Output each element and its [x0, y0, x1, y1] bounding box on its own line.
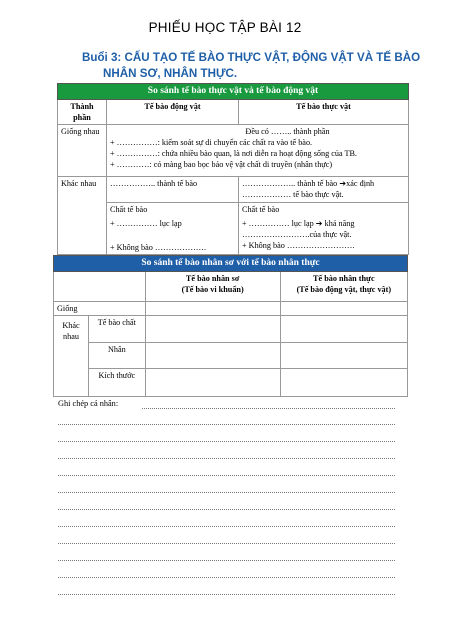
- row-nucleus-label: Nhân: [89, 343, 146, 369]
- animal-cell-wall: …………….. thành tế bào: [107, 177, 239, 203]
- eukaryote-sub: (Tế bào động vật, thực vật): [296, 285, 392, 294]
- subtitle-line-1: Buổi 3: CẤU TẠO TẾ BÀO THỰC VẬT, ĐỘNG VẬT VÀ TẾ BÀO: [82, 51, 421, 64]
- cytoplasm-pro: [145, 316, 280, 343]
- similar-line-2: + ……………: kiểm soát sự di chuyển các chất ra vào tế bào.: [110, 138, 313, 147]
- notes-line: [58, 594, 395, 595]
- size-pro: [145, 369, 280, 397]
- nucleus-euk: [280, 343, 407, 369]
- plant-cyto-title: Chất tế bào: [242, 205, 280, 214]
- prokaryote-sub: (Tế bào vi khuẩn): [181, 285, 244, 294]
- notes-line: [58, 441, 395, 442]
- notes-line: [58, 424, 395, 425]
- notes-line: [58, 526, 395, 527]
- similar-line-1: Đều có …….. thành phần: [245, 127, 330, 136]
- table2-similar-euk: [280, 302, 407, 316]
- row-size-label: Kích thước: [89, 369, 146, 397]
- table1-col-animal: Tế bào động vật: [107, 100, 239, 125]
- notes-line: [58, 492, 395, 493]
- plant-vacuole: + Không bào …………………….: [242, 241, 355, 250]
- similar-line-4: + …………: có màng bao bọc bảo vệ vật chất di truyền (nhân thực): [110, 160, 333, 169]
- comparison-table-plant-animal: [57, 83, 409, 255]
- page-title: PHIẾU HỌC TẬP BÀI 12: [148, 20, 302, 35]
- table2-banner: So sánh tế bào nhân sơ với tế bào nhân thực: [54, 256, 408, 272]
- prokaryote-title: Tế bào nhân sơ: [185, 274, 240, 283]
- comparison-table-prokaryote-eukaryote: [53, 255, 408, 397]
- page-subtitle: [82, 50, 422, 82]
- animal-cytoplasm: [107, 203, 239, 255]
- nucleus-pro: [145, 343, 280, 369]
- plant-cell-wall: ……………….. thành tế bào ➔xác định ……………… tế bào thực vật.: [239, 177, 409, 203]
- notes-line: [58, 509, 395, 510]
- table2-similar-label: Giống: [54, 302, 146, 316]
- table2-col-prokaryote: [145, 272, 280, 302]
- similar-line-3: + ……………: chứa nhiều bào quan, là nơi diễn ra hoạt động sống của TB.: [110, 149, 357, 158]
- notes-line: [58, 560, 395, 561]
- notes-line: [142, 408, 395, 409]
- eukaryote-title: Tế bào nhân thực: [313, 274, 375, 283]
- table1-col-component: Thành phần: [58, 100, 107, 125]
- table2-similar-pro: [145, 302, 280, 316]
- table1-similar-label: Giống nhau: [58, 125, 107, 177]
- notes-label: Ghi chép cá nhân:: [58, 399, 119, 408]
- notes-line: [58, 577, 395, 578]
- row-cytoplasm-label: Tế bào chất: [89, 316, 146, 343]
- cytoplasm-euk: [280, 316, 407, 343]
- subtitle-line-2: NHÂN SƠ, NHÂN THỰC.: [103, 67, 238, 80]
- notes-line: [58, 543, 395, 544]
- plant-chloroplast: + …………… lục lạp ➔ khả năng …………………….của thực vật.: [242, 219, 355, 239]
- table1-different-label: Khác nhau: [58, 177, 107, 255]
- animal-cyto-title: Chất tế bào: [110, 205, 148, 214]
- notes-line: [58, 475, 395, 476]
- table1-banner: So sánh tế bào thực vật và tế bào động vật: [58, 84, 409, 100]
- table2-corner: [54, 272, 146, 302]
- table2-col-eukaryote: [280, 272, 407, 302]
- animal-chloroplast: + …………… lục lạp: [110, 219, 182, 228]
- size-euk: [280, 369, 407, 397]
- table1-col-plant: Tế bào thực vật: [239, 100, 409, 125]
- table1-similar-cell: [107, 125, 409, 177]
- animal-vacuole: + Không bào ……………….: [110, 243, 207, 252]
- notes-line: [58, 458, 395, 459]
- plant-cytoplasm: [239, 203, 409, 255]
- table2-different-label: Khác nhau: [54, 316, 89, 397]
